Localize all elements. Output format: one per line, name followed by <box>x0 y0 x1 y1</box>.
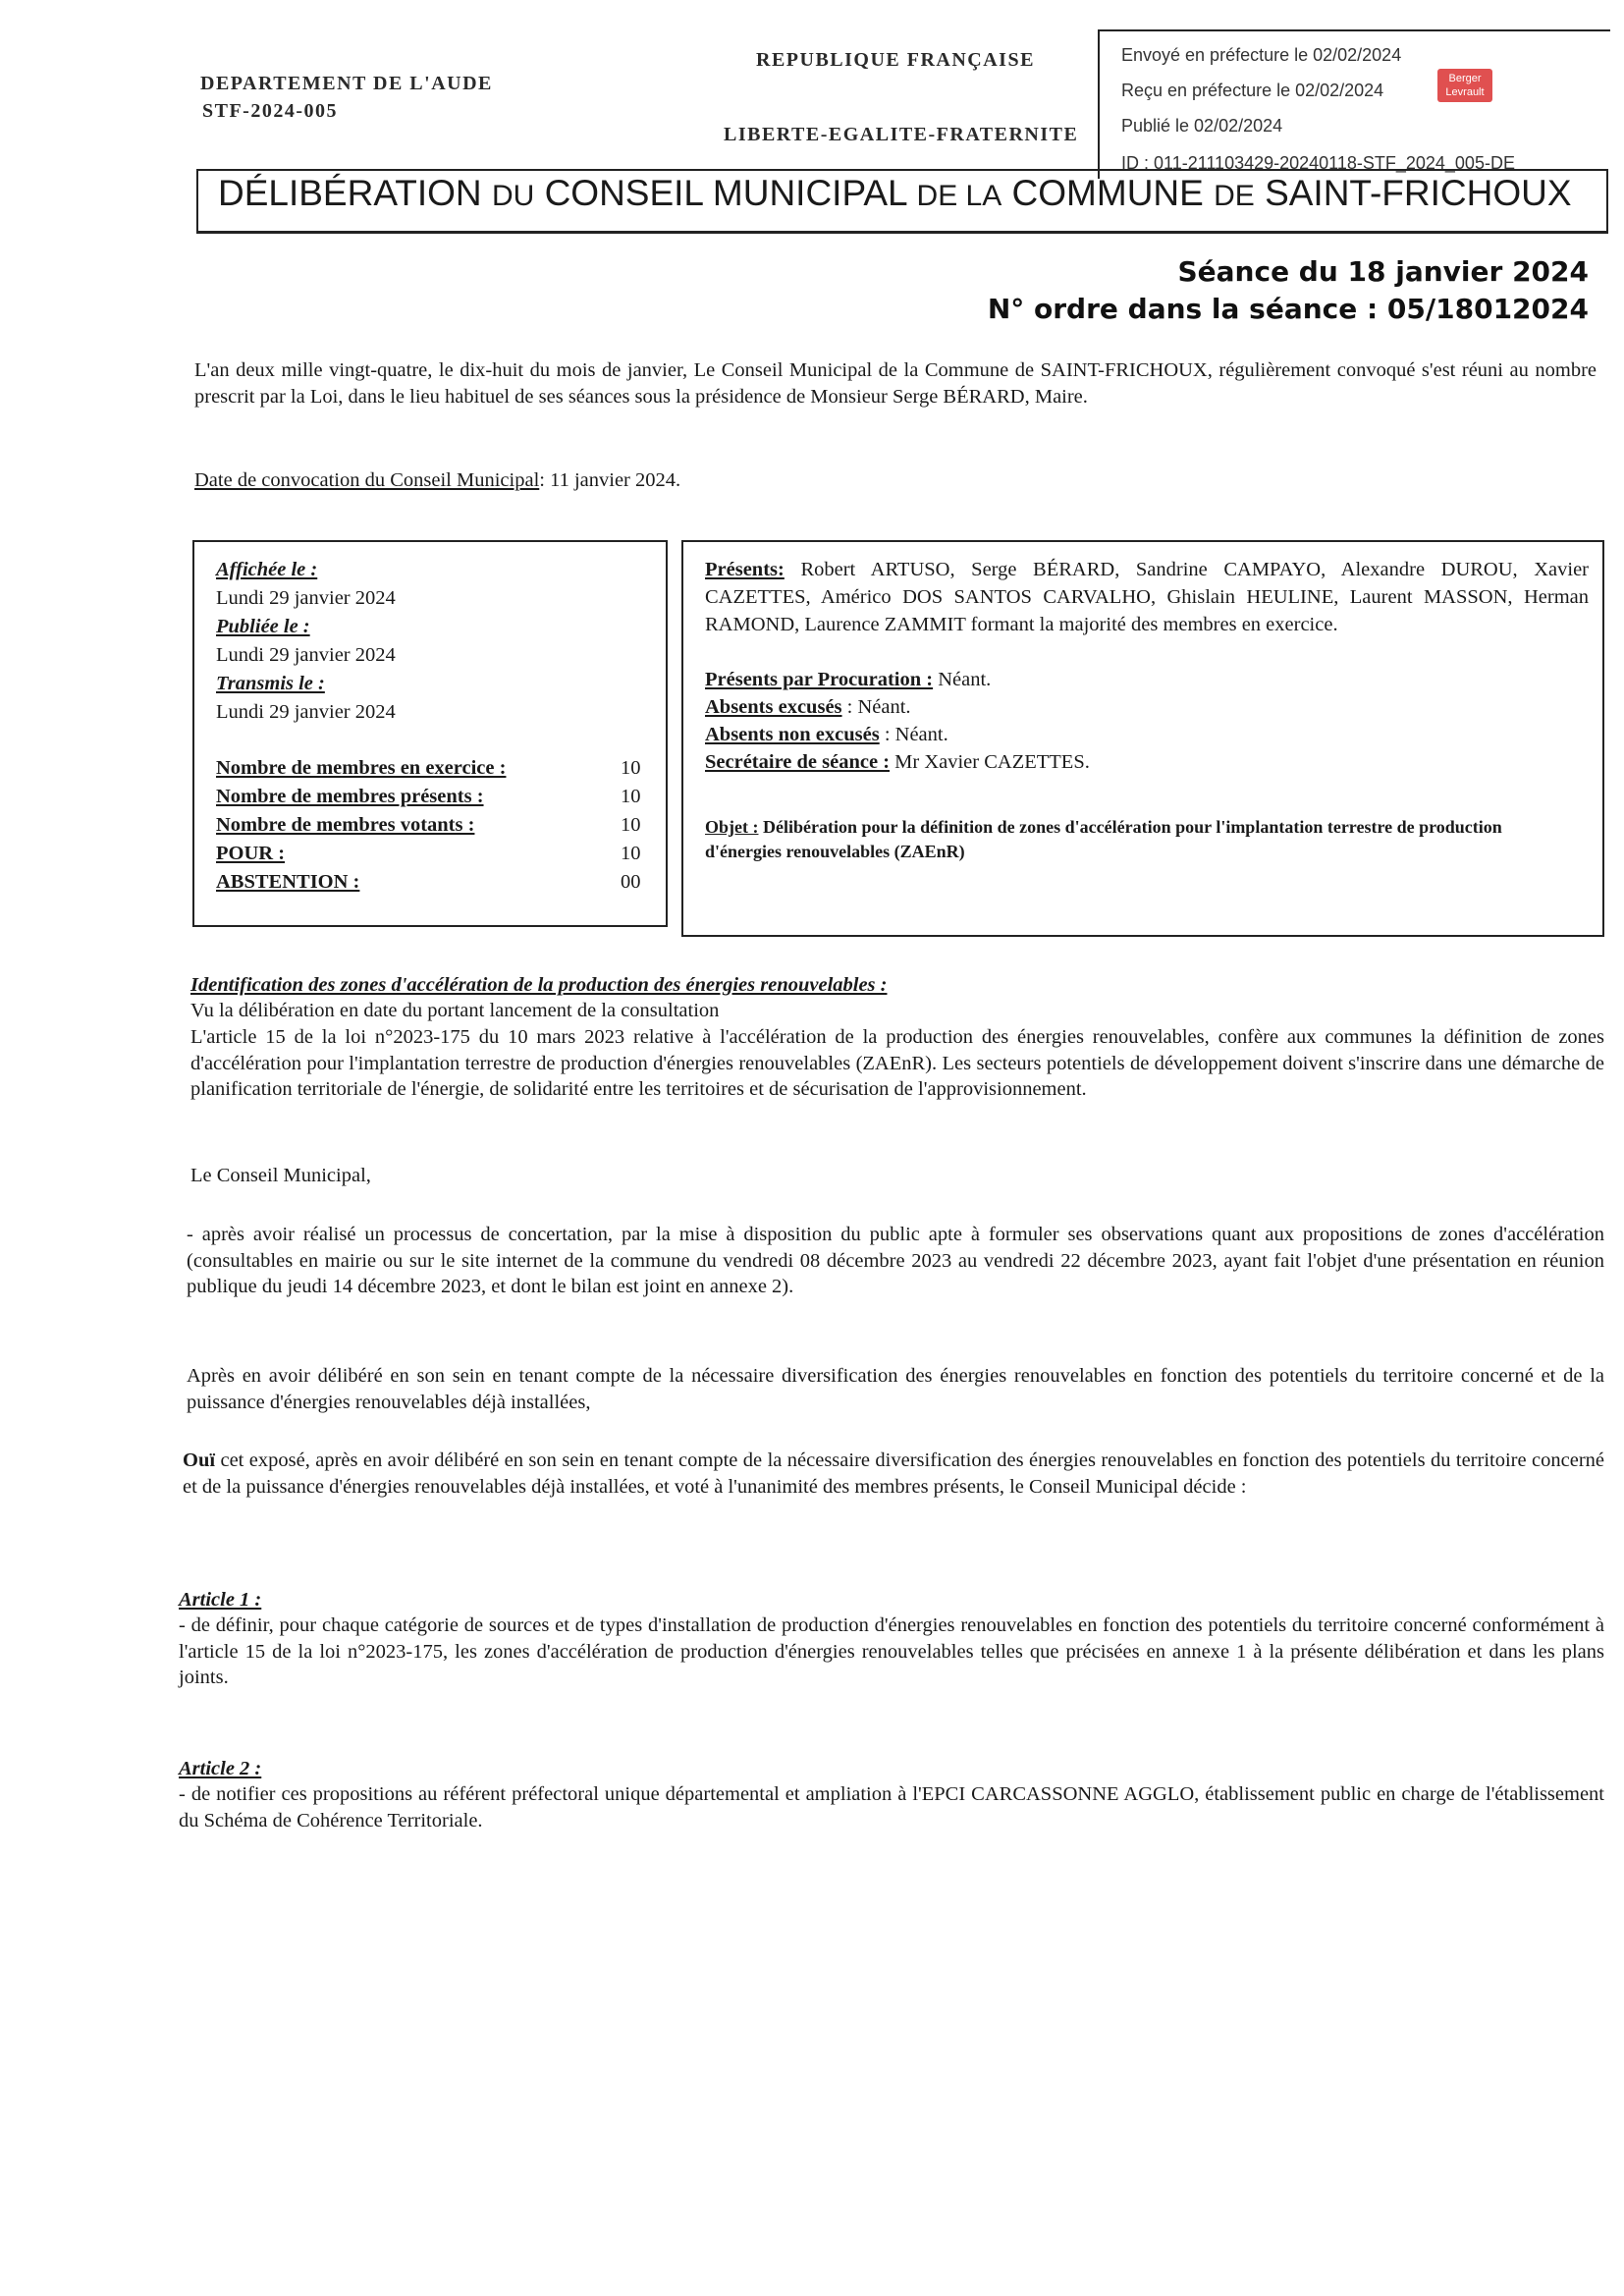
publiee-label: Publiée le : <box>216 616 310 637</box>
procuration-line: Présents par Procuration : Néant. <box>705 669 992 690</box>
document-title: DÉLIBÉRATION DU CONSEIL MUNICIPAL DE LA COMMUNE DE SAINT-FRICHOUX <box>218 173 1572 213</box>
transmis-value: Lundi 29 janvier 2024 <box>216 701 396 723</box>
convocation-value: : 11 janvier 2024. <box>539 469 681 491</box>
count-row: Nombre de membres en exercice : 10 <box>216 757 641 779</box>
oui-paragraph <box>183 1448 1604 1500</box>
affichee-value: Lundi 29 janvier 2024 <box>216 587 396 609</box>
non-excuses-line: Absents non excusés : Néant. <box>705 724 948 745</box>
count-row: Nombre de membres votants : 10 <box>216 814 641 836</box>
title-box <box>196 169 1608 234</box>
article2-text: - de notifier ces propositions au référent préfectoral unique départemental et ampliation à l'EPCI CARCASSONNE AGGLO, établissement public en charge de l'établissement du Schéma de Cohérence Territoriale. <box>179 1783 1604 1831</box>
article1-title: Article 1 : <box>179 1589 262 1611</box>
attendance-box <box>681 540 1604 937</box>
apres-paragraph: Après en avoir délibéré en son sein en tenant compte de la nécessaire diversification des énergies renouvelables en fonction des potentiels du territoire concerné et de la puissance d'énergies renouvelables déjà installées, <box>187 1365 1604 1413</box>
prefecture-stamp <box>1098 29 1610 179</box>
publiee-value: Lundi 29 janvier 2024 <box>216 644 396 666</box>
article2-title: Article 2 : <box>179 1758 262 1779</box>
stamp-published: Publié le 02/02/2024 <box>1121 116 1283 136</box>
presents-label: Présents: <box>705 559 785 580</box>
member-counts <box>216 754 648 897</box>
oui-text: cet exposé, après en avoir délibéré en son sein en tenant compte de la nécessaire diversification des énergies renouvelables en fonction des potentiels du territoire concerné et de la puissance d'énergies renouvelables déjà installées, et voté à l'unanimité des membres présents, le Conseil Municipal décide : <box>183 1449 1604 1498</box>
berger-levrault-logo: Berger Levrault <box>1437 69 1492 102</box>
absences-block <box>705 666 1589 776</box>
objet-block <box>705 815 1579 864</box>
presents-paragraph <box>705 556 1589 638</box>
reference-number: STF-2024-005 <box>202 100 338 122</box>
oui-word: Ouï <box>183 1449 216 1471</box>
vu-line: Vu la délibération en date du portant lancement de la consultation <box>190 1000 720 1021</box>
count-row: Nombre de membres présents : 10 <box>216 786 641 807</box>
article1-text: - de définir, pour chaque catégorie de sources et de types d'installation de production d'énergies renouvelables en fonction des potentiels du territoire concerné conformément à l'article 15 de la loi n°2023-175, les zones d'accélération de production d'énergies renouvelables telles que précisées en annexe 1 à la présente délibération et dans les plans joints. <box>179 1614 1604 1688</box>
intro-paragraph: L'an deux mille vingt-quatre, le dix-huit du mois de janvier, Le Conseil Municipal de la Commune de SAINT-FRICHOUX, régulièrement convoqué s'est réuni au nombre prescrit par la Loi, dans le lieu habituel de ses séances sous la présidence de Monsieur Serge BÉRARD, Maire. <box>194 359 1597 408</box>
conseil-line: Le Conseil Municipal, <box>190 1165 371 1186</box>
article15-paragraph: L'article 15 de la loi n°2023-175 du 10 mars 2023 relative à l'accélération de la production des énergies renouvelables, confère aux communes la définition de zones d'accélération pour l'implantation terrestre de production d'énergies renouvelables (ZAEnR). Les secteurs potentiels de développement doivent s'inscrire dans une démarche de planification territoriale de l'énergie, de solidarité entre les territoires et de sécurisation de l'approvisionnement. <box>190 1026 1604 1100</box>
republic-heading: REPUBLIQUE FRANÇAISE <box>756 49 1035 71</box>
stamp-sent: Envoyé en préfecture le 02/02/2024 <box>1121 45 1402 65</box>
presents-list: Robert ARTUSO, Serge BÉRARD, Sandrine CAMPAYO, Alexandre DUROU, Xavier CAZETTES, Américo DOS SANTOS CARVALHO, Ghislain HEULINE, Laurent MASSON, Herman RAMOND, Laurence ZAMMIT formant la majorité des membres en exercice. <box>705 559 1590 635</box>
count-row: POUR : 10 <box>216 843 641 864</box>
secretaire-line: Secrétaire de séance : Mr Xavier CAZETTES. <box>705 751 1090 773</box>
affichee-label: Affichée le : <box>216 559 318 580</box>
publication-box <box>192 540 668 927</box>
stamp-id: ID : 011-211103429-20240118-STF_2024_005-DE <box>1121 153 1515 173</box>
publication-dates <box>216 556 648 727</box>
objet-label: Objet : <box>705 817 759 837</box>
convocation-label: Date de convocation du Conseil Municipal <box>194 469 540 491</box>
seance-info <box>988 253 1589 328</box>
objet-text: Délibération pour la définition de zones d'accélération pour l'implantation terrestre de production d'énergies renouvelables (ZAEnR) <box>705 817 1502 861</box>
section-title: Identification des zones d'accélération de la production des énergies renouvelables : <box>190 974 888 996</box>
count-row: ABSTENTION : 00 <box>216 871 641 893</box>
convocation-line <box>194 467 1176 494</box>
excuses-line: Absents excusés : Néant. <box>705 696 911 718</box>
department-name: DEPARTEMENT DE L'AUDE <box>200 73 493 94</box>
republic-motto: LIBERTE-EGALITE-FRATERNITE <box>724 124 1079 145</box>
seance-order-number: N° ordre dans la séance : 05/18012024 <box>987 293 1589 325</box>
transmis-label: Transmis le : <box>216 673 325 694</box>
concertation-paragraph: - après avoir réalisé un processus de concertation, par la mise à disposition du public apte à formuler ses observations quant aux propositions de zones d'accélération (consultables en mairie ou sur le site internet de la commune du vendredi 08 décembre 2023 au vendredi 22 décembre 2023, ayant fait l'objet d'une présentation en réunion publique du jeudi 14 décembre 2023, et dont le bilan est joint en annexe 2). <box>187 1224 1604 1297</box>
stamp-received: Reçu en préfecture le 02/02/2024 <box>1121 81 1384 100</box>
seance-date: Séance du 18 janvier 2024 <box>1177 255 1589 288</box>
